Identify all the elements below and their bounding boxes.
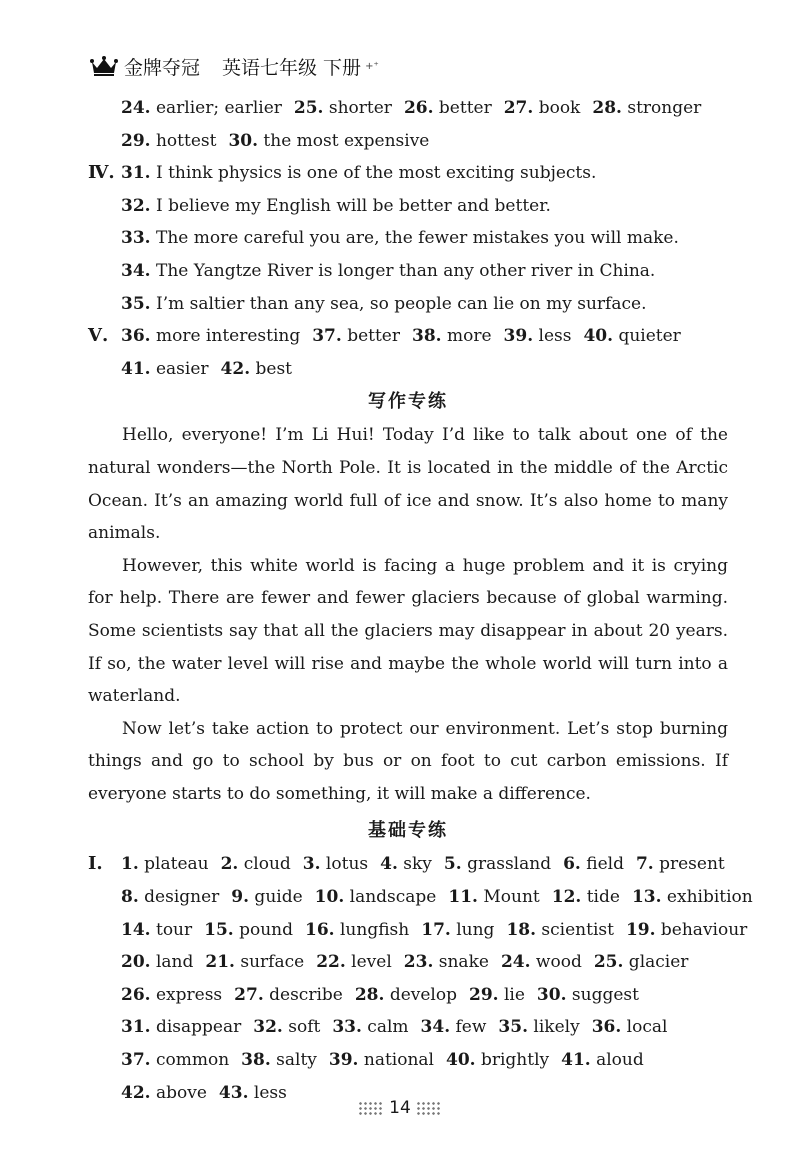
crown-icon: [90, 56, 118, 76]
answer-item: [504, 98, 581, 118]
answer-line: [88, 1044, 728, 1077]
answer-item: [506, 920, 614, 940]
answer-text: snake: [433, 952, 489, 973]
answer-number: 7.: [635, 854, 654, 875]
subject-title: 英语七年级 下册: [222, 56, 362, 79]
answer-item: [121, 952, 193, 972]
sentence-number: 35.: [121, 293, 151, 314]
answer-number: 38.: [412, 326, 442, 347]
answer-text: behaviour: [655, 919, 748, 940]
answer-text: book: [533, 98, 581, 118]
answer-number: 40.: [445, 1050, 476, 1071]
answer-text: common: [150, 1050, 230, 1071]
answer-number: 19.: [625, 919, 656, 940]
answer-text: earlier; earlier: [150, 98, 282, 118]
answer-line: [88, 914, 748, 947]
answer-item: [316, 952, 392, 972]
answer-text: level: [345, 952, 392, 973]
sentence-number: 31.: [121, 163, 151, 184]
section-label: Ⅴ.: [88, 325, 109, 347]
answer-text: wood: [530, 952, 582, 973]
page-number: 14: [389, 1098, 411, 1118]
answer-text: grassland: [461, 854, 552, 875]
answer-item: [121, 887, 219, 907]
answer-number: 32.: [253, 1017, 283, 1038]
answer-text: stronger: [621, 98, 702, 118]
answer-text: express: [150, 984, 223, 1005]
answer-line: [88, 1011, 728, 1044]
sentence-line: [88, 157, 728, 190]
answer-number: 8.: [121, 887, 139, 908]
answer-text: lung: [450, 919, 495, 940]
answer-text: exhibition: [661, 887, 753, 908]
answer-number: 6.: [563, 854, 581, 875]
answer-text: salty: [270, 1050, 317, 1071]
sparkle-icon: +⁺: [365, 60, 379, 72]
answer-text: calm: [361, 1017, 409, 1038]
answer-item: [294, 98, 392, 118]
answer-text: tour: [150, 919, 193, 940]
sentence-text: I believe my English will be better and better.: [150, 195, 551, 216]
sentence-text: The more careful you are, the fewer mistakes you will make.: [150, 228, 679, 249]
answer-item: [315, 887, 437, 907]
answer-number: 27.: [503, 98, 534, 118]
answer-number: 36.: [121, 326, 151, 347]
answer-text: aloud: [590, 1050, 644, 1071]
answer-item: [448, 887, 539, 907]
answer-number: 10.: [314, 887, 345, 908]
answer-item: [204, 920, 293, 940]
answer-number: 30.: [536, 984, 567, 1005]
answer-item: [501, 952, 582, 972]
answer-line: [88, 946, 728, 979]
essay-paragraph: Hello, everyone! I’m Li Hui! Today I’d like to talk about one of the natural wonders—the North Pole. It is located in the middle of the Arctic Ocean. It’s an amazing world full of ice and snow. It’s also home to many animals.: [88, 425, 728, 544]
answer-number: 26.: [403, 98, 434, 118]
answer-number: 43.: [218, 1082, 249, 1103]
answer-number: 23.: [403, 952, 434, 973]
answer-number: 42.: [220, 358, 251, 379]
answer-number: 28.: [354, 984, 385, 1005]
essay-paragraph: However, this white world is facing a huge problem and it is crying for help. There are fewer and fewer glaciers because of global warming. Some scientists say that all the glaciers may disappear in about 20 years. If so, the water level will rise and maybe the whole world will turn into a waterland.: [88, 555, 728, 707]
answer-item: [121, 98, 282, 118]
answer-number: 33.: [332, 1017, 362, 1038]
answer-number: 41.: [121, 358, 151, 379]
answer-number: 12.: [551, 887, 582, 908]
answer-text: designer: [138, 887, 220, 908]
answer-number: 15.: [204, 919, 234, 940]
answer-number: 30.: [228, 130, 259, 151]
sentence-number: 33.: [121, 228, 151, 249]
answer-item: [583, 326, 680, 346]
answer-item: [221, 359, 292, 379]
answer-line: [88, 979, 728, 1012]
answer-item: [121, 131, 216, 151]
answer-text: likely: [528, 1017, 580, 1038]
answer-number: 37.: [121, 1050, 151, 1071]
answer-item: [561, 1050, 644, 1070]
answer-text: develop: [384, 984, 457, 1005]
book-title: 金牌夺冠: [124, 56, 201, 79]
answer-text: plateau: [138, 854, 209, 875]
answer-number: 24.: [500, 952, 531, 973]
answer-text: glacier: [623, 952, 689, 973]
sentence-text: The Yangtze River is longer than any other river in China.: [150, 260, 656, 281]
answer-text: few: [450, 1017, 487, 1038]
answer-item: [121, 1050, 229, 1070]
answer-number: 25.: [593, 952, 624, 973]
answer-item: [355, 985, 457, 1005]
answer-number: 35.: [498, 1017, 528, 1038]
answer-text: best: [250, 358, 293, 379]
answer-item: [404, 98, 492, 118]
answer-number: 36.: [591, 1017, 622, 1038]
answer-number: 37.: [312, 326, 342, 347]
answer-item: [421, 1017, 487, 1037]
answer-number: 5.: [443, 854, 462, 875]
answer-number: 26.: [121, 984, 151, 1005]
answer-item: [404, 952, 489, 972]
answer-item: [446, 1050, 549, 1070]
answer-number: 31.: [121, 1017, 151, 1038]
answer-text: sky: [397, 854, 432, 875]
answer-item: [563, 854, 624, 874]
answer-item: [231, 887, 302, 907]
answer-number: 34.: [420, 1017, 451, 1038]
answer-number: 13.: [631, 887, 662, 908]
answer-item: [121, 1017, 241, 1037]
dots-right-icon: [416, 1101, 442, 1115]
answer-text: better: [433, 98, 492, 118]
answer-line: [88, 881, 753, 914]
answer-text: land: [150, 952, 194, 973]
answer-number: 39.: [328, 1050, 359, 1071]
answer-text: the most expensive: [258, 130, 430, 151]
dots-left-icon: [358, 1101, 384, 1115]
writing-essay: [88, 419, 728, 810]
sentence-line: [88, 288, 728, 321]
answer-number: 29.: [469, 984, 499, 1005]
answer-number: 27.: [234, 984, 264, 1005]
answer-item: [632, 887, 753, 907]
answer-text: better: [341, 326, 400, 347]
section-i: [88, 848, 753, 1109]
answer-text: pound: [233, 919, 294, 940]
answers-block-24-30: [88, 92, 728, 157]
answer-content: [88, 92, 753, 1109]
answer-text: more interesting: [150, 326, 301, 347]
answer-text: present: [653, 854, 725, 875]
answer-item: [552, 887, 620, 907]
sentence-line: [88, 255, 728, 288]
answer-item: [121, 326, 300, 346]
answer-item: [592, 98, 701, 118]
answer-text: cloud: [238, 854, 291, 875]
answer-text: lungfish: [334, 919, 410, 940]
answer-number: 9.: [231, 887, 250, 908]
answer-number: 38.: [241, 1050, 271, 1071]
answer-line: [88, 848, 728, 881]
answer-text: less: [533, 326, 572, 347]
answer-text: suggest: [566, 984, 639, 1005]
answer-item: [594, 952, 689, 972]
answer-number: 39.: [503, 326, 534, 347]
answer-item: [537, 985, 639, 1005]
answer-number: 1.: [121, 854, 139, 875]
answer-item: [221, 854, 291, 874]
answer-number: 11.: [448, 887, 478, 908]
section-label: Ⅰ.: [88, 853, 103, 875]
answer-item: [498, 1017, 579, 1037]
answer-number: 4.: [380, 854, 398, 875]
answer-number: 18.: [506, 919, 537, 940]
page-footer: [0, 1098, 800, 1118]
answer-text: more: [441, 326, 492, 347]
answer-text: soft: [282, 1017, 321, 1038]
answer-item: [329, 1050, 434, 1070]
section-iv: [88, 157, 728, 320]
answer-text: easier: [150, 358, 209, 379]
answer-item: [234, 985, 343, 1005]
answer-item: [241, 1050, 317, 1070]
sentence-line: [88, 190, 728, 223]
sentence-number: 32.: [121, 195, 151, 216]
answer-item: [205, 952, 304, 972]
sentence-number: 34.: [121, 260, 151, 281]
answer-line: [88, 92, 728, 125]
answer-item: [121, 920, 192, 940]
answer-text: scientist: [536, 919, 614, 940]
answer-text: lie: [498, 984, 525, 1005]
answer-number: 22.: [316, 952, 346, 973]
answer-text: landscape: [344, 887, 437, 908]
answer-item: [444, 854, 551, 874]
answer-item: [504, 326, 572, 346]
answer-text: less: [248, 1082, 287, 1103]
answer-item: [121, 985, 222, 1005]
answer-item: [592, 1017, 668, 1037]
answer-item: [332, 1017, 408, 1037]
answer-line: [88, 125, 728, 158]
answer-item: [412, 326, 492, 346]
answer-text: field: [580, 854, 624, 875]
answer-number: 24.: [121, 98, 151, 118]
answer-text: describe: [263, 984, 343, 1005]
answer-text: tide: [581, 887, 620, 908]
answer-item: [303, 854, 368, 874]
answer-item: [305, 920, 409, 940]
answer-text: disappear: [150, 1017, 242, 1038]
answer-number: 21.: [205, 952, 235, 973]
writing-heading: 写作专练: [368, 391, 448, 413]
answer-text: Mount: [477, 887, 540, 908]
answer-text: quieter: [613, 326, 681, 347]
answer-item: [380, 854, 432, 874]
answer-number: 20.: [121, 952, 151, 973]
essay-paragraph: Now let’s take action to protect our environment. Let’s stop burning things and go to school by bus or on foot to cut carbon emissions. If everyone starts to do something, it will make a difference.: [88, 718, 728, 804]
answer-number: 14.: [121, 919, 151, 940]
answer-item: [421, 920, 494, 940]
section-v: [88, 320, 728, 385]
basics-heading: 基础专练: [368, 820, 448, 842]
answer-text: above: [150, 1082, 207, 1103]
answer-item: [253, 1017, 320, 1037]
answer-item: [228, 131, 429, 151]
answer-number: 25.: [293, 98, 324, 118]
answer-text: brightly: [475, 1050, 550, 1071]
answer-item: [626, 920, 747, 940]
answer-item: [636, 854, 725, 874]
answer-text: surface: [234, 952, 305, 973]
sentence-text: I’m saltier than any sea, so people can lie on my surface.: [150, 293, 647, 314]
answer-item: [469, 985, 525, 1005]
answer-number: 2.: [220, 854, 239, 875]
answer-item: [121, 854, 209, 874]
answer-number: 42.: [121, 1082, 151, 1103]
sentence-line: [88, 222, 728, 255]
answer-text: hottest: [150, 130, 217, 151]
answer-item: [121, 359, 209, 379]
answer-number: 17.: [421, 919, 451, 940]
answer-text: lotus: [320, 854, 369, 875]
answer-number: 29.: [121, 130, 151, 151]
answer-item: [312, 326, 400, 346]
answer-line: [88, 320, 728, 353]
answer-text: shorter: [323, 98, 392, 118]
answer-number: 3.: [302, 854, 321, 875]
page-header: [90, 50, 379, 82]
sentence-text: I think physics is one of the most exciting subjects.: [150, 163, 597, 184]
answer-text: local: [621, 1017, 668, 1038]
answer-text: guide: [249, 887, 303, 908]
section-label: Ⅳ.: [88, 162, 115, 184]
answer-number: 41.: [561, 1050, 591, 1071]
answer-number: 28.: [592, 98, 622, 118]
answer-line: [88, 353, 728, 386]
answer-number: 40.: [583, 326, 614, 347]
answer-number: 16.: [305, 919, 335, 940]
answer-text: national: [358, 1050, 434, 1071]
